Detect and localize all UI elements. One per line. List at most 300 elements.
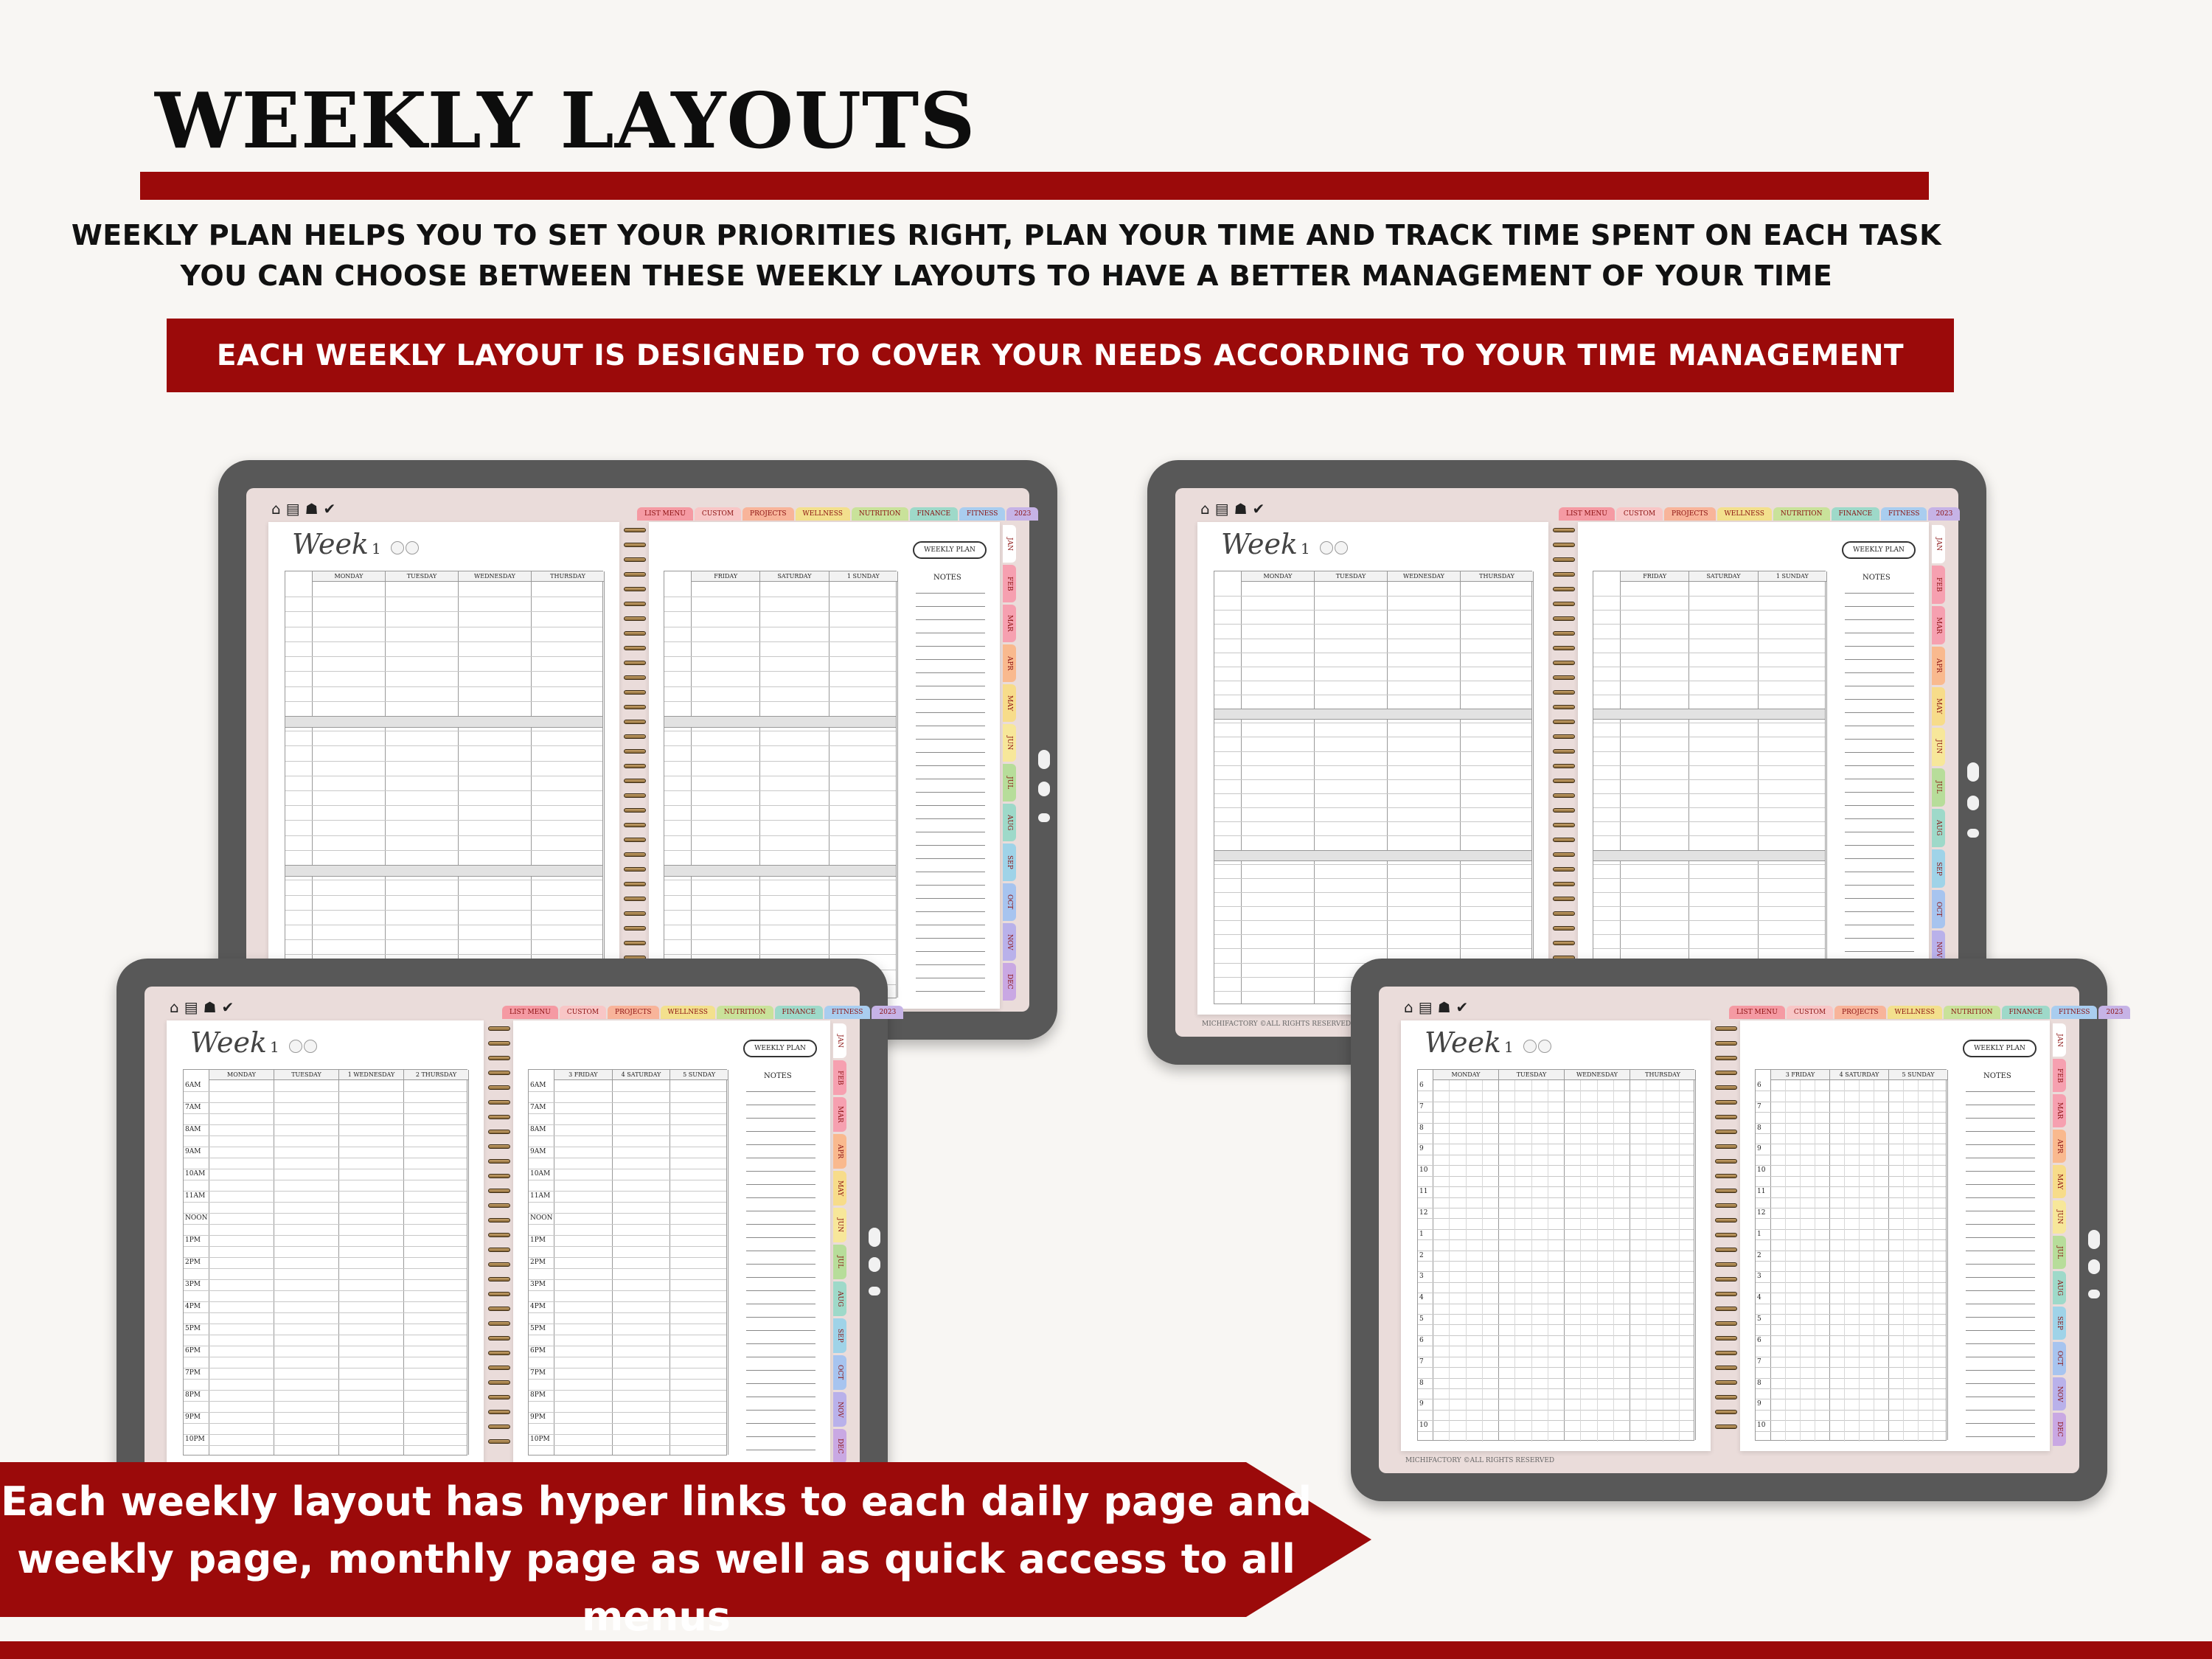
weekly-plan-button[interactable]: WEEKLY PLAN: [1963, 1040, 2037, 1057]
spiral-coil: [1553, 867, 1575, 872]
notes-line: [1966, 1317, 2035, 1318]
month-tab-nov[interactable]: NOV: [1003, 923, 1016, 961]
month-tab-feb[interactable]: FEB: [1003, 565, 1016, 602]
day-grid: [1214, 571, 1532, 1004]
grid-row-line: [285, 701, 602, 702]
day-header[interactable]: MONDAY: [209, 1070, 274, 1080]
google-calendar-icon[interactable]: [1538, 1040, 1551, 1053]
month-tab-jun[interactable]: JUN: [1932, 728, 1945, 766]
month-tab-feb[interactable]: FEB: [1932, 566, 1945, 604]
top-tab-projects[interactable]: PROJECTS: [1664, 507, 1715, 521]
page-title: WEEKLY LAYOUTS: [155, 75, 976, 166]
grid-row-line: [1418, 1239, 1694, 1240]
month-tab-sep[interactable]: SEP: [2053, 1307, 2066, 1340]
month-tab-feb[interactable]: FEB: [833, 1060, 846, 1095]
notes-line: [916, 818, 985, 819]
spiral-coil: [1715, 1130, 1737, 1134]
grid-row-line: [1418, 1282, 1694, 1283]
grid-row-line: [1214, 892, 1531, 893]
notes-line: [746, 1330, 815, 1331]
spiral-coil: [1715, 1026, 1737, 1031]
document-icon[interactable]: ▤: [1418, 998, 1435, 1016]
day-header[interactable]: FRIDAY: [691, 571, 759, 582]
spiral-coil: [1715, 1366, 1737, 1370]
spiral-coil: [624, 705, 646, 709]
apple-calendar-icon[interactable]: [391, 541, 404, 554]
notes-line: [1845, 739, 1914, 740]
grid-row-line: [1214, 624, 1531, 625]
day-header[interactable]: FRIDAY: [1620, 571, 1688, 582]
month-tab-jul[interactable]: JUL: [1932, 768, 1945, 807]
month-tab-nov[interactable]: NOV: [1932, 931, 1945, 969]
grid-column-line: [612, 1070, 613, 1455]
top-tab-nutrition[interactable]: NUTRITION: [852, 507, 908, 521]
spiral-coil: [488, 1174, 510, 1178]
google-calendar-icon[interactable]: [1335, 541, 1348, 554]
spiral-coil: [1553, 690, 1575, 695]
tablet-hardware-button: [1038, 750, 1050, 769]
subtitle-line-2: YOU CAN CHOOSE BETWEEN THESE WEEKLY LAYOUTS TO HAVE A BETTER MANAGEMENT OF YOUR TIME: [180, 260, 1833, 292]
home-icon[interactable]: ⌂: [170, 998, 181, 1016]
grid-subcolumn-line: [1918, 1080, 1919, 1441]
time-label: 8: [1757, 1379, 1761, 1387]
grid-column-line: [1695, 1070, 1696, 1440]
grid-subcolumn-line: [1531, 1080, 1532, 1441]
time-label: 4PM: [185, 1303, 201, 1310]
tablet-hardware-button: [1967, 762, 1979, 782]
grid-row-line: [1593, 864, 1825, 865]
top-tab-nutrition[interactable]: NUTRITION: [717, 1006, 773, 1019]
day-header[interactable]: SATURDAY: [759, 571, 828, 582]
day-grid: [183, 1069, 467, 1455]
top-tab-2023[interactable]: 2023: [2098, 1006, 2130, 1019]
weekly-plan-button[interactable]: WEEKLY PLAN: [1842, 541, 1916, 559]
home-icon[interactable]: ⌂: [1404, 998, 1416, 1016]
grid-row-line: [664, 641, 896, 642]
notes-line: [1966, 1383, 2035, 1384]
spiral-coil: [624, 616, 646, 621]
day-header[interactable]: TUESDAY: [1314, 571, 1387, 582]
month-tab-jul[interactable]: JUL: [833, 1245, 846, 1279]
grid-row-line: [664, 910, 896, 911]
day-header[interactable]: TUESDAY: [385, 571, 458, 582]
spiral-coil: [1553, 823, 1575, 827]
day-header[interactable]: SATURDAY: [1688, 571, 1757, 582]
time-label: 7: [1757, 1102, 1761, 1110]
apple-calendar-icon[interactable]: [289, 1040, 302, 1053]
section-divider: [664, 716, 896, 728]
notes-line: [746, 1277, 815, 1278]
spiral-coil: [1553, 646, 1575, 650]
notes-line: [916, 898, 985, 899]
spiral-coil: [488, 1071, 510, 1075]
top-tab-2023[interactable]: 2023: [872, 1006, 903, 1019]
spiral-coil: [488, 1100, 510, 1105]
time-label: 6: [1757, 1082, 1761, 1089]
grid-row-line: [1214, 596, 1531, 597]
spiral-coil: [1553, 941, 1575, 945]
spiral-coil: [488, 1189, 510, 1193]
weekly-plan-button[interactable]: WEEKLY PLAN: [913, 541, 987, 559]
grid-row-line: [1593, 892, 1825, 893]
spiral-coil: [1553, 572, 1575, 577]
time-label: 7PM: [530, 1369, 546, 1377]
day-header[interactable]: MONDAY: [1241, 571, 1314, 582]
spiral-coil: [1715, 1351, 1737, 1355]
month-tab-sep[interactable]: SEP: [1932, 849, 1945, 888]
month-tab-jun[interactable]: JUN: [2053, 1200, 2066, 1234]
grid-row-line: [1593, 793, 1825, 794]
month-tab-aug[interactable]: AUG: [2053, 1271, 2066, 1304]
top-tab-list-menu[interactable]: LIST MENU: [637, 507, 693, 521]
tablet-hardware-button: [2088, 1290, 2100, 1298]
grid-row-line: [1418, 1314, 1694, 1315]
grid-row-line: [664, 671, 896, 672]
day-header[interactable]: 5 SUNDAY: [1888, 1070, 1947, 1080]
spiral-coil: [1715, 1380, 1737, 1385]
week-number: 1: [270, 1038, 279, 1056]
home-icon[interactable]: ⌂: [1200, 500, 1212, 518]
tablet-screen: [1175, 488, 1958, 1037]
spiral-coil: [1553, 911, 1575, 916]
top-tab-finance[interactable]: FINANCE: [910, 507, 959, 521]
month-tab-oct[interactable]: OCT: [1003, 883, 1016, 921]
day-header[interactable]: 1 SUNDAY: [829, 571, 897, 582]
time-label: 1: [1757, 1230, 1761, 1238]
top-tab-wellness[interactable]: WELLNESS: [1717, 507, 1772, 521]
day-header[interactable]: 1 SUNDAY: [1758, 571, 1826, 582]
spiral-coil: [488, 1248, 510, 1252]
grid-row-line: [664, 701, 896, 702]
section-divider: [664, 865, 896, 877]
top-tab-projects[interactable]: PROJECTS: [742, 507, 793, 521]
notes-line: [916, 593, 985, 594]
month-tab-nov[interactable]: NOV: [2053, 1377, 2066, 1411]
spiral-coil: [1553, 616, 1575, 621]
notes-line: [746, 1343, 815, 1344]
grid-row-line: [184, 1379, 467, 1380]
time-label: 7: [1757, 1357, 1761, 1366]
day-header[interactable]: 2 THURSDAY: [403, 1070, 468, 1080]
spiral-coil: [624, 867, 646, 872]
grid-row-line: [1418, 1229, 1694, 1230]
time-label: 9: [1419, 1145, 1424, 1153]
grid-row-line: [1418, 1378, 1694, 1379]
month-tab-jan[interactable]: JAN: [833, 1023, 846, 1058]
top-tab-custom[interactable]: CUSTOM: [695, 507, 741, 521]
check-icon[interactable]: ✔: [1252, 500, 1267, 518]
apple-calendar-icon[interactable]: [1320, 541, 1333, 554]
grid-row-line: [1418, 1431, 1694, 1432]
notes-line: [1966, 1118, 2035, 1119]
top-tab-wellness[interactable]: WELLNESS: [796, 507, 850, 521]
top-tab-projects[interactable]: PROJECTS: [608, 1006, 658, 1019]
tablet-layout-a: [218, 460, 1057, 1040]
day-header[interactable]: WEDNESDAY: [1564, 1070, 1630, 1080]
day-header[interactable]: TUESDAY: [1498, 1070, 1564, 1080]
time-label: 8: [1419, 1124, 1424, 1132]
house-plus-icon[interactable]: ☗: [305, 500, 321, 518]
month-tab-apr[interactable]: APR: [1932, 647, 1945, 685]
tablet-hardware-button: [1967, 829, 1979, 838]
top-tab-fitness[interactable]: FITNESS: [1881, 507, 1927, 521]
top-tab-fitness[interactable]: FITNESS: [2051, 1006, 2097, 1019]
toolbar: [1200, 500, 1270, 518]
day-header[interactable]: MONDAY: [312, 571, 385, 582]
google-calendar-icon[interactable]: [304, 1040, 317, 1053]
top-tab-2023[interactable]: 2023: [1006, 507, 1038, 521]
month-tab-mar[interactable]: MAR: [1932, 606, 1945, 644]
month-tab-jul[interactable]: JUL: [2053, 1236, 2066, 1269]
month-tab-feb[interactable]: FEB: [2053, 1059, 2066, 1092]
house-plus-icon[interactable]: ☗: [203, 998, 219, 1016]
month-tab-jan[interactable]: JAN: [2053, 1023, 2066, 1057]
grid-column-line: [1564, 1070, 1565, 1440]
weekly-plan-button[interactable]: WEEKLY PLAN: [743, 1040, 817, 1057]
grid-row-line: [184, 1235, 467, 1236]
month-tab-jul[interactable]: JUL: [1003, 764, 1016, 801]
grid-column-line: [1387, 571, 1388, 1004]
month-tab-aug[interactable]: AUG: [1932, 809, 1945, 847]
month-tab-may[interactable]: MAY: [1932, 687, 1945, 726]
notes-line: [746, 1171, 815, 1172]
spiral-coil: [1553, 749, 1575, 754]
grid-row-line: [1593, 610, 1825, 611]
month-tab-oct[interactable]: OCT: [1932, 890, 1945, 928]
spiral-coil: [1553, 779, 1575, 783]
top-tab-wellness[interactable]: WELLNESS: [661, 1006, 715, 1019]
month-tab-sep[interactable]: SEP: [1003, 844, 1016, 881]
spiral-coil: [1553, 808, 1575, 813]
home-icon[interactable]: ⌂: [271, 500, 283, 518]
grid-row-line: [184, 1434, 467, 1435]
tablet-hardware-button: [1967, 796, 1979, 810]
time-label: 9: [1757, 1145, 1761, 1153]
check-icon[interactable]: ✔: [221, 998, 237, 1016]
grid-row-line: [1593, 948, 1825, 949]
month-tab-may[interactable]: MAY: [1003, 684, 1016, 722]
grid-column-line: [1620, 571, 1621, 1004]
month-tab-apr[interactable]: APR: [2053, 1130, 2066, 1163]
day-header[interactable]: 3 FRIDAY: [554, 1070, 612, 1080]
info-banner-line-1: Each weekly layout has hyper links to each daily page and: [0, 1478, 1312, 1525]
grid-column-line: [338, 1070, 339, 1455]
month-tab-mar[interactable]: MAR: [2053, 1094, 2066, 1127]
notes-line: [746, 1383, 815, 1384]
check-icon[interactable]: ✔: [323, 500, 338, 518]
top-tab-finance[interactable]: FINANCE: [775, 1006, 824, 1019]
month-tab-dec[interactable]: DEC: [2053, 1413, 2066, 1446]
day-header[interactable]: 3 FRIDAY: [1770, 1070, 1829, 1080]
top-tab-2023[interactable]: 2023: [1928, 507, 1960, 521]
day-header[interactable]: WEDNESDAY: [1387, 571, 1460, 582]
notes-line: [746, 1410, 815, 1411]
grid-column-line: [1533, 571, 1534, 1004]
grid-row-line: [529, 1290, 726, 1291]
month-tab-jan[interactable]: JAN: [1932, 525, 1945, 563]
grid-row-line: [1418, 1176, 1694, 1177]
day-header[interactable]: 1 WEDNESDAY: [338, 1070, 403, 1080]
grid-row-line: [529, 1445, 726, 1446]
grid-row-line: [529, 1412, 726, 1413]
grid-subcolumn-line: [1785, 1080, 1786, 1441]
day-header[interactable]: 4 SATURDAY: [612, 1070, 670, 1080]
grid-row-line: [285, 820, 602, 821]
grid-row-line: [1214, 793, 1531, 794]
time-label: 6: [1757, 1336, 1761, 1344]
grid-row-line: [529, 1213, 726, 1214]
grid-column-line: [1758, 571, 1759, 1004]
notes-line: [746, 1436, 815, 1437]
notes-line: [916, 858, 985, 859]
month-tab-mar[interactable]: MAR: [833, 1097, 846, 1132]
grid-row-line: [1593, 779, 1825, 780]
notes-line: [1845, 805, 1914, 806]
notes-line: [916, 951, 985, 952]
spiral-coil: [1715, 1041, 1737, 1046]
grid-row-line: [184, 1191, 467, 1192]
week-title: Week: [1221, 528, 1298, 560]
apple-calendar-icon[interactable]: [1523, 1040, 1537, 1053]
spiral-coil: [488, 1366, 510, 1370]
grid-row-line: [664, 761, 896, 762]
grid-row-line: [1214, 807, 1531, 808]
grid-row-line: [285, 939, 602, 940]
check-icon[interactable]: ✔: [1455, 998, 1471, 1016]
time-label: 1PM: [185, 1237, 201, 1244]
grid-row-line: [184, 1257, 467, 1258]
document-icon[interactable]: ▤: [184, 998, 201, 1016]
grid-row-line: [184, 1423, 467, 1424]
day-header[interactable]: THURSDAY: [1460, 571, 1533, 582]
top-tab-custom[interactable]: CUSTOM: [1616, 507, 1663, 521]
notes-line: [1845, 672, 1914, 673]
month-tab-may[interactable]: MAY: [833, 1171, 846, 1206]
time-label: 12: [1419, 1208, 1428, 1217]
grid-row-line: [285, 910, 602, 911]
top-tab-wellness[interactable]: WELLNESS: [1888, 1006, 1942, 1019]
notes-line: [1966, 1197, 2035, 1198]
month-tab-may[interactable]: MAY: [2053, 1165, 2066, 1198]
grid-row-line: [285, 671, 602, 672]
grid-row-line: [1418, 1261, 1694, 1262]
grid-row-line: [184, 1102, 467, 1103]
spiral-coil: [624, 838, 646, 842]
month-tab-apr[interactable]: APR: [1003, 644, 1016, 682]
top-tab-custom[interactable]: CUSTOM: [560, 1006, 606, 1019]
month-tab-bar: [833, 1023, 846, 1464]
notes-line: [1845, 858, 1914, 859]
grid-row-line: [184, 1213, 467, 1214]
notes-line: [1966, 1144, 2035, 1145]
notes-label: NOTES: [1983, 1072, 2011, 1080]
top-tab-list-menu[interactable]: LIST MENU: [1729, 1006, 1785, 1019]
month-tab-oct[interactable]: OCT: [2053, 1342, 2066, 1375]
time-label: 8PM: [530, 1391, 546, 1399]
grid-row-line: [184, 1113, 467, 1114]
month-tab-mar[interactable]: MAR: [1003, 605, 1016, 642]
day-header[interactable]: 5 SUNDAY: [669, 1070, 728, 1080]
house-plus-icon[interactable]: ☗: [1234, 500, 1250, 518]
top-tab-nutrition[interactable]: NUTRITION: [1773, 507, 1830, 521]
top-tab-nutrition[interactable]: NUTRITION: [1944, 1006, 2000, 1019]
notes-line: [746, 1091, 815, 1092]
grid-column-line: [1770, 1070, 1771, 1440]
spiral-coil: [488, 1336, 510, 1340]
month-tab-oct[interactable]: OCT: [833, 1355, 846, 1390]
grid-row-line: [1214, 610, 1531, 611]
month-tab-apr[interactable]: APR: [833, 1134, 846, 1169]
month-tab-dec[interactable]: DEC: [1003, 963, 1016, 1001]
day-header[interactable]: THURSDAY: [531, 571, 604, 582]
month-tab-jun[interactable]: JUN: [1003, 724, 1016, 762]
spiral-coil: [488, 1307, 510, 1311]
top-tab-list-menu[interactable]: LIST MENU: [502, 1006, 558, 1019]
title-underline: [140, 172, 1929, 200]
top-tab-bar: [502, 1006, 903, 1019]
month-tab-aug[interactable]: AUG: [833, 1281, 846, 1316]
top-tab-finance[interactable]: FINANCE: [2002, 1006, 2051, 1019]
day-header[interactable]: TUESDAY: [274, 1070, 338, 1080]
month-tab-jan[interactable]: JAN: [1003, 525, 1016, 563]
day-header[interactable]: THURSDAY: [1630, 1070, 1695, 1080]
month-tab-dec[interactable]: DEC: [833, 1429, 846, 1464]
grid-row-line: [184, 1312, 467, 1313]
google-calendar-icon[interactable]: [406, 541, 419, 554]
top-tab-bar: [1729, 1006, 2130, 1019]
grid-row-line: [529, 1379, 726, 1380]
spiral-coil: [1715, 1203, 1737, 1208]
spiral-coil: [1715, 1262, 1737, 1267]
spiral-coil: [1715, 1233, 1737, 1237]
day-header[interactable]: 4 SATURDAY: [1829, 1070, 1888, 1080]
time-label: 6: [1419, 1082, 1424, 1089]
top-tab-list-menu[interactable]: LIST MENU: [1559, 507, 1615, 521]
top-tab-fitness[interactable]: FITNESS: [959, 507, 1005, 521]
top-tab-projects[interactable]: PROJECTS: [1834, 1006, 1885, 1019]
top-tab-custom[interactable]: CUSTOM: [1787, 1006, 1833, 1019]
month-tab-nov[interactable]: NOV: [833, 1392, 846, 1427]
time-label: 8PM: [185, 1391, 201, 1399]
document-icon[interactable]: ▤: [1214, 500, 1231, 518]
day-header[interactable]: MONDAY: [1433, 1070, 1498, 1080]
month-tab-aug[interactable]: AUG: [1003, 804, 1016, 841]
top-tab-finance[interactable]: FINANCE: [1832, 507, 1880, 521]
top-tab-fitness[interactable]: FITNESS: [824, 1006, 870, 1019]
time-label: 10: [1757, 1166, 1766, 1175]
month-tab-sep[interactable]: SEP: [833, 1318, 846, 1353]
notes-line: [1845, 951, 1914, 952]
notes-line: [746, 1237, 815, 1238]
week-title: Week: [190, 1026, 267, 1059]
grid-row-line: [1593, 624, 1825, 625]
notes-line: [746, 1290, 815, 1291]
tablet-hardware-button: [2088, 1259, 2100, 1274]
grid-row-line: [285, 805, 602, 806]
grid-row-line: [184, 1135, 467, 1136]
house-plus-icon[interactable]: ☗: [1437, 998, 1453, 1016]
time-label: 10: [1757, 1422, 1766, 1430]
grid-row-line: [1593, 596, 1825, 597]
spiral-coil: [488, 1292, 510, 1296]
grid-row-line: [1418, 1112, 1694, 1113]
document-icon[interactable]: ▤: [285, 500, 302, 518]
spiral-binding: [488, 1026, 510, 1454]
toolbar: [170, 998, 239, 1016]
tablet-hardware-button: [2088, 1230, 2100, 1249]
month-tab-jun[interactable]: JUN: [833, 1208, 846, 1242]
day-header[interactable]: WEDNESDAY: [458, 571, 531, 582]
